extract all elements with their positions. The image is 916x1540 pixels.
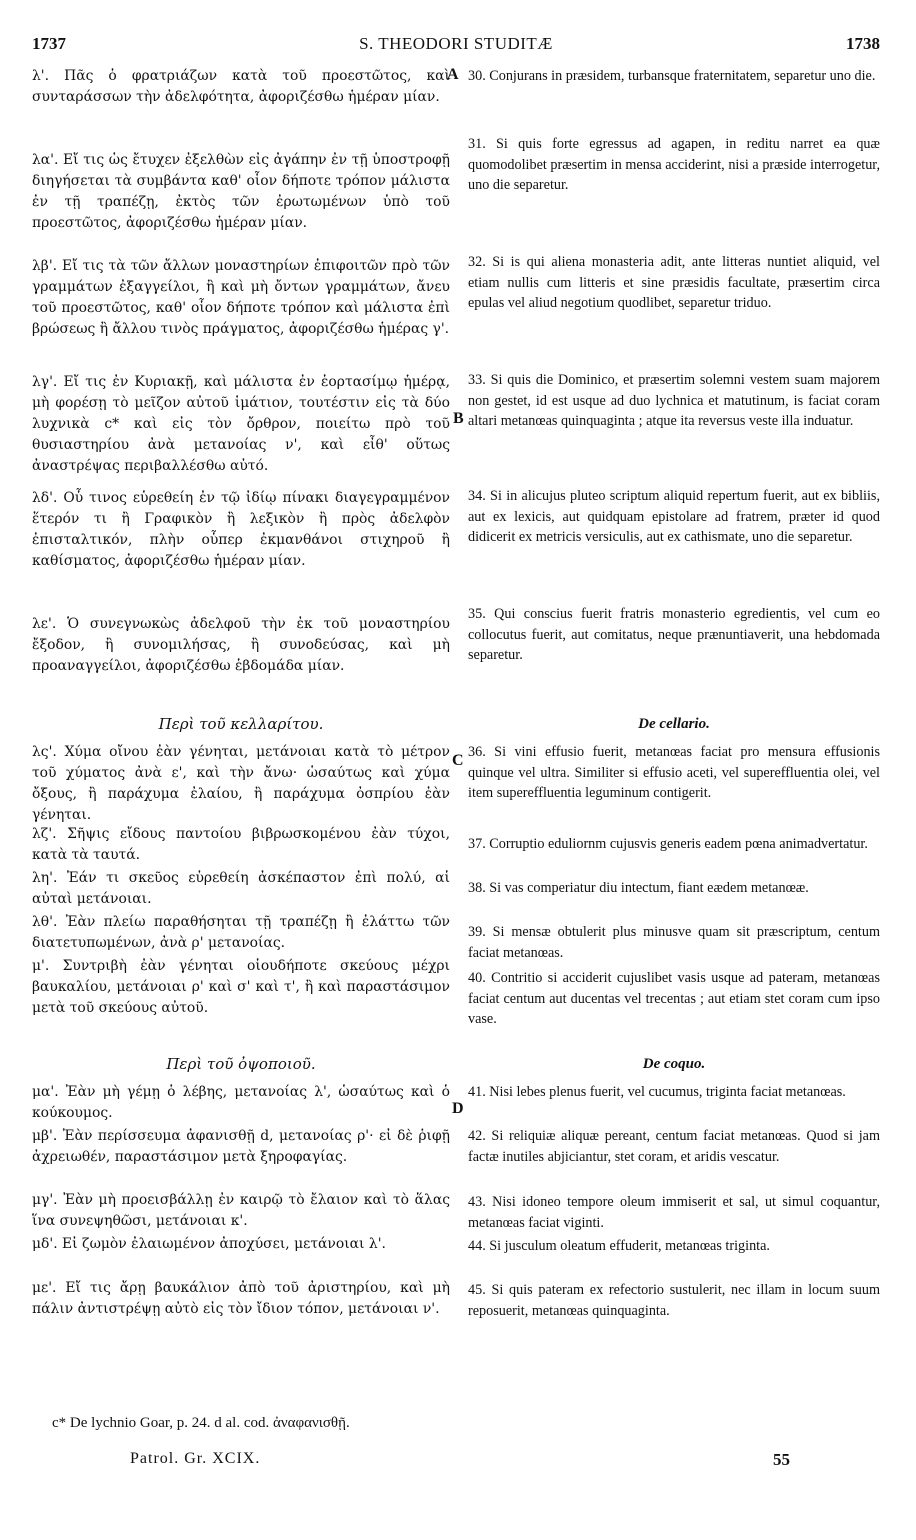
greek-heading-cellarer: Περὶ τοῦ κελλαρίτου. xyxy=(158,715,324,733)
margin-marker-b: B xyxy=(453,410,464,427)
latin-rule-36: 36. Si vini effusio fuerit, metanœas faciat pro mensura effusionis quinque vel ultra. Similiter si effusio aceti, vel supereffluentia olei, vel item supereffluentia leguminum contigerit. xyxy=(468,744,880,802)
greek-rule-34: λδ'. Οὗ τινος εὑρεθείη ἐν τῷ ἰδίῳ πίνακι διαγεγραμμένον ἕτερόν τι ἢ Γραφικὸν ἢ λεξικὸν ἢ πρὸς ἀδελφὸν ἐπισταλτικόν, πλὴν οὗπερ ἐκμανθάνοι στιχηροῦ ἢ καθίσματος, ἀφοριζέσθω ἡμέραν μίαν. xyxy=(32,490,450,570)
latin-rule-38: 38. Si vas comperiatur diu intectum, fiant eædem metanœæ. xyxy=(468,880,809,896)
greek-rule-41: μα'. Ἐὰν μὴ γέμῃ ὁ λέβης, μετανοίας λ', ὡσαύτως καὶ ὁ κούκουμος. xyxy=(32,1084,450,1122)
margin-marker-a: A xyxy=(447,66,459,83)
greek-rule-42: μβ'. Ἐὰν περίσσευμα ἀφανισθῇ d, μετανοίας ρ'· εἰ δὲ ῥιφῇ ἀχρειωθέν, παραστάσιμον μετὰ ξηροφαγίας. xyxy=(32,1128,450,1166)
page-number-right: 1738 xyxy=(846,34,880,53)
latin-heading-cook: De coquo. xyxy=(642,1056,706,1072)
footer-volume: Patrol. Gr. XCIX. xyxy=(130,1450,261,1467)
greek-rule-40: μ'. Συντριβὴ ἐὰν γένηται οἱουδήποτε σκεύους μέχρι βαυκαλίου, μετάνοιαι ρ' καὶ σ' καὶ τ', ἢ καὶ παραστάσιμον μετὰ τοῦ σκεύους αὐτοῦ. xyxy=(32,958,450,1017)
greek-rule-44: μδ'. Εἰ ζωμὸν ἐλαιωμένον ἀποχύσει, μετάνοιαι λ'. xyxy=(32,1236,386,1252)
latin-rule-32: 32. Si is qui aliena monasteria adit, ante litteras nuntiet aliquid, vel etiam nullis cum litteris et sine præsidis facultate, præsertim circa epulas vel aliud negotium quodlibet, separetur triduo. xyxy=(468,254,880,312)
latin-rule-41: 41. Nisi lebes plenus fuerit, vel cucumus, triginta faciat metanœas. xyxy=(468,1084,846,1100)
latin-rule-40: 40. Contritio si acciderit cujuslibet vasis usque ad pateram, metanœas faciat centum aut ducentas vel trecentas ; aut etiam stet coram cum ipso vase. xyxy=(468,970,880,1028)
latin-rule-43: 43. Nisi idoneo tempore oleum immiserit et sal, ut simul coquantur, metanœas faciat viginti. xyxy=(468,1194,880,1231)
greek-rule-37: λζ'. Σῆψις εἴδους παντοίου βιβρωσκομένου ἐὰν τύχοι, κατὰ τὰ ταυτά. xyxy=(32,826,450,864)
greek-rule-33: λγ'. Εἴ τις ἐν Κυριακῇ, καὶ μάλιστα ἐν ἑορτασίμῳ ἡμέρᾳ, μὴ φορέσῃ τὸ μεῖζον αὐτοῦ ἱμάτιον, τουτέστιν εἰς τὰ δύο λυχνικὰ c* καὶ εἰς τὸν ὄρθρον, ποιείτω πρὸ τοῦ θυσιαστηρίου ἀνὰ μετανοίας ν', καὶ εἶθ' οὕτως ἀναστρέψας περιβαλλέσθω αὐτό. xyxy=(32,374,450,475)
latin-rule-45: 45. Si quis pateram ex refectorio sustulerit, nec illam in locum suum reposuerit, metanœas quinquaginta. xyxy=(468,1282,880,1319)
greek-rule-45: με'. Εἴ τις ἄρῃ βαυκάλιον ἀπὸ τοῦ ἀριστηρίου, καὶ μὴ πάλιν ἀντιστρέψῃ αὐτὸ εἰς τὸν ἴδιον τόπον, μετάνοιαι ν'. xyxy=(32,1280,450,1318)
latin-rule-30: 30. Conjurans in præsidem, turbansque fraternitatem, separetur uno die. xyxy=(468,68,876,84)
latin-rule-34: 34. Si in alicujus pluteo scriptum aliquid repertum fuerit, aut ex bibliis, aut ex lexicis, aut quidquam epistolare ad fratrem, præter id quod didicerit ex metricis versiculis, aut ex cathismate, uno die separetur. xyxy=(468,488,880,546)
greek-rule-35: λε'. Ὁ συνεγνωκὼς ἀδελφοῦ τὴν ἐκ τοῦ μοναστηρίου ἔξοδον, ἢ συνομιλήσας, ἢ συνοδεύσας, καὶ μὴ προαναγγείλοι, ἀφοριζέσθω ἑβδομάδα μίαν. xyxy=(32,616,450,675)
latin-rule-44: 44. Si jusculum oleatum effuderit, metanœas triginta. xyxy=(468,1238,770,1254)
page-number-left: 1737 xyxy=(32,34,66,53)
latin-rule-35: 35. Qui conscius fuerit fratris monasterio egredientis, vel cum eo collocutus fuerit, aut comitatus, neque prænuntiaverit, una hebdomada separetur. xyxy=(468,606,880,664)
greek-rule-36: λς'. Χύμα οἴνου ἐὰν γένηται, μετάνοιαι κατὰ τὸ μέτρον τοῦ χύματος ἀνὰ ε', καὶ τὴν ἄνω· ὡσαύτως καὶ χύμα ὄξους, ἢ παράχυμα ἐλαίου, ἢ παράχυμα ὀσπρίου ἐὰν γένηται. xyxy=(32,744,450,824)
greek-rule-39: λθ'. Ἐὰν πλείω παραθήσηται τῇ τραπέζῃ ἢ ἐλάττω τῶν διατετυπωμένων, ἀνὰ ρ' μετανοίας. xyxy=(32,914,450,952)
latin-rule-42: 42. Si reliquiæ aliquæ pereant, centum faciat metanœas. Quod si jam factæ inutiles abjiciantur, stet coram, et aridis vescatur. xyxy=(468,1128,880,1165)
margin-marker-c: C xyxy=(452,752,464,769)
latin-rule-31: 31. Si quis forte egressus ad agapen, in reditu narret ea quæ quomodolibet præsertim in mensa acciderint, nisi a præside interrogetur, uno die separetur. xyxy=(468,136,880,194)
page-header xyxy=(32,34,880,58)
greek-rule-32: λβ'. Εἴ τις τὰ τῶν ἄλλων μοναστηρίων ἐπιφοιτῶν πρὸ τῶν γραμμάτων ἐξαγγείλοι, ἢ καὶ μὴ ὄντων γραμμάτων, ἄνευ τοῦ προεστῶτος, καθ' οἷον δήποτε τρόπον καὶ μάλιστα ἐπὶ βρώσεως ἢ ἄλλου τινὸς πράγματος, ἀφοριζέσθω ἡμέρας γ'. xyxy=(32,258,450,338)
running-title: S. THEODORI STUDITÆ xyxy=(359,34,553,53)
greek-rule-30: λ'. Πᾶς ὁ φρατριάζων κατὰ τοῦ προεστῶτος, καὶ συνταράσσων τὴν ἀδελφότητα, ἀφοριζέσθω ἡμέραν μίαν. xyxy=(32,68,450,106)
latin-rule-39: 39. Si mensæ obtulerit plus minusve quam sit præscriptum, centum faciat metanœas. xyxy=(468,924,880,961)
latin-rule-33: 33. Si quis die Dominico, et præsertim solemni vestem suam majorem non gestet, id est usque ad duo lychnica et matutinum, is faciat coram altari metanœas quinquaginta ; atque ita reversus veste illa induatur. xyxy=(468,372,880,430)
footnotes: c* De lychnio Goar, p. 24. d al. cod. ἀναφανισθῇ. xyxy=(52,1415,350,1431)
latin-rule-37: 37. Corruptio eduliornm cujusvis generis eadem pœna animadvertatur. xyxy=(468,836,868,852)
margin-marker-d: D xyxy=(452,1100,464,1117)
greek-rule-38: λη'. Ἐάν τι σκεῦος εὑρεθείη ἀσκέπαστον ἐπὶ πολύ, αἱ αὐταὶ μετάνοιαι. xyxy=(32,870,450,908)
greek-rule-31: λα'. Εἴ τις ὡς ἔτυχεν ἐξελθὼν εἰς ἀγάπην ἐν τῇ ὑποστροφῇ διηγήσεται τὰ συμβάντα καθ' οἷον δήποτε τρόπον μάλιστα ἐν τῇ τραπέζῃ, ἐκτὸς τῶν ἐρωτωμένων ὑπὸ τοῦ προεστῶτος, ἀφοριζέσθω ἡμέραν μίαν. xyxy=(32,152,450,232)
latin-heading-cellarer: De cellario. xyxy=(638,716,710,732)
footer-signature: 55 xyxy=(773,1450,790,1469)
greek-rule-43: μγ'. Ἐὰν μὴ προεισβάλλῃ ἐν καιρῷ τὸ ἔλαιον καὶ τὸ ἅλας ἵνα συνεψηθῶσι, μετάνοιαι κ'. xyxy=(32,1192,450,1230)
greek-heading-cook: Περὶ τοῦ ὀψοποιοῦ. xyxy=(166,1055,316,1073)
